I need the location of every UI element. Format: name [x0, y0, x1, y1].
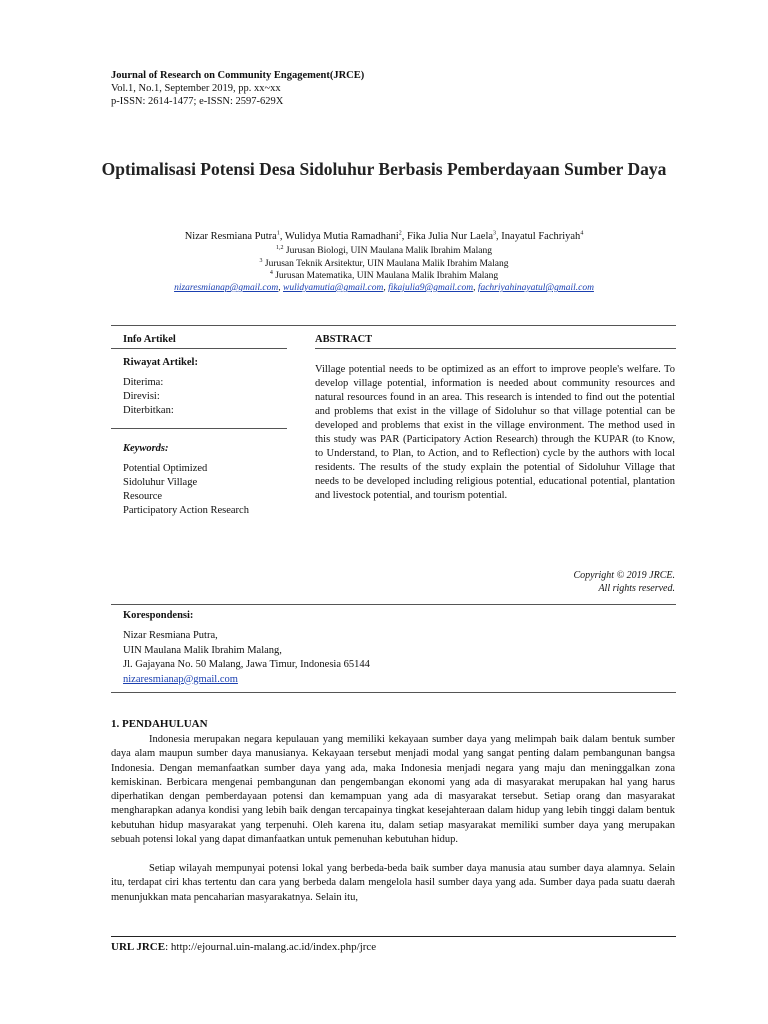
- copyright-text: Copyright © 2019 JRCE.: [573, 570, 675, 581]
- affiliation-sup: 3: [259, 257, 263, 264]
- affiliation: [100, 271, 668, 282]
- affiliation: [100, 246, 668, 257]
- body-paragraph: Setiap wilayah mempunyai potensi lokal yang berbeda-beda baik sumber daya manusia atau sumber daya alamnya. Selain itu, terdapat ciri khas tertentu dan cara yang berbeda dalam mengelola hasil sumber daya yang ada. Sumber daya pada suatu daerah menunjukkan mata pencaharian masyarakatnya. Selain itu,: [111, 863, 675, 903]
- email-link[interactable]: wulidyamutia@gmail.com: [283, 283, 384, 293]
- author-emails: nizaresmianap@gmail.com, wulidyamutia@gmail.com, fikajulia9@gmail.com, fachriyahinayatul@gmail.com: [174, 283, 594, 293]
- author-sup: 4: [580, 230, 584, 237]
- divider: [315, 348, 676, 349]
- body-paragraph: Indonesia merupakan negara kepulauan yang memiliki kekayaan sumber daya yang melimpah baik dalam bentuk sumber daya alam maupun sumber daya manusianya. Kekayaan tersebut menjadi modal yang sangat penting dalam pembangunan bangsa Indonesia. Dengan memanfaatkan sumber daya yang ada, maka Indonesia menjadi negara yang maju dan meninggalkan zona kemiskinan. Berbicara mengenai pembangunan dan pengembangan ekonomi yang ada di masyarakat merupakan hal yang harus diperhatikan dengan pemberdayaan potensi dan kemampuan yang ada di masyarakat tersebut. Setiap orang dan masyarakat mengharapkan adanya kondisi yang lebih baik dengan tercapainya tingkat kesejahteraan dalam hidup yang lebih tinggi dalam bentuk kebutuhan hidup masyarakat yang terpenuhi. Oleh karena itu, dalam setiap masyarakat memiliki sumber daya yang merupakan sebuah potensi lokal yang dapat dimanfaatkan untuk pemenuhan kebutuhan hidup.: [111, 734, 675, 846]
- section-heading: 1. PENDAHULUAN: [111, 718, 208, 730]
- author-name: Inayatul Fachriyah: [501, 231, 581, 242]
- corr-institution: UIN Maulana Malik Ibrahim Malang,: [123, 644, 282, 656]
- keywords-heading: Keywords:: [123, 443, 169, 454]
- journal-title: Journal of Research on Community Engagement(JRCE): [111, 70, 365, 81]
- journal-header: [111, 69, 364, 108]
- footer-label: URL JRCE: [111, 941, 166, 953]
- keyword-item: Sidoluhur Village: [123, 477, 198, 488]
- affiliation-text: Jurusan Matematika, UIN Maulana Malik Ibrahim Malang: [275, 271, 499, 281]
- abstract-heading: ABSTRACT: [315, 334, 373, 345]
- keyword-item: Resource: [123, 491, 163, 502]
- affiliation: [100, 259, 668, 270]
- affiliation-text: Jurusan Biologi, UIN Maulana Malik Ibrahim Malang: [285, 246, 492, 256]
- article-title: Optimalisasi Potensi Desa Sidoluhur Berbasis Pemberdayaan Sumber Daya: [101, 159, 667, 179]
- divider: [111, 604, 676, 605]
- journal-volume: Vol.1, No.1, September 2019, pp. xx~xx: [111, 83, 281, 94]
- author-list: Nizar Resmiana Putra$^1$, Wulidya Mutia Ramadhani$^2$, Fika Julia Nur Laela$^3$, Inayatul Fachriyah$^4$: [184, 230, 584, 242]
- author-sup: 2: [398, 230, 402, 237]
- author-name: Fika Julia Nur Laela: [407, 231, 494, 242]
- divider: [111, 692, 676, 693]
- journal-issn: p-ISSN: 2614-1477; e-ISSN: 2597-629X: [111, 96, 284, 107]
- corr-address: Jl. Gajayana No. 50 Malang, Jawa Timur, Indonesia 65144: [123, 659, 370, 670]
- email-link[interactable]: fikajulia9@gmail.com: [388, 283, 474, 293]
- corr-name: Nizar Resmiana Putra,: [123, 630, 218, 641]
- correspondence-heading: Korespondensi:: [123, 610, 194, 621]
- email-link[interactable]: fachriyahinayatul@gmail.com: [477, 283, 594, 293]
- correspondence-body: [123, 629, 370, 687]
- received-label: Diterima:: [123, 377, 164, 388]
- corr-email-link[interactable]: nizaresmianap@gmail.com: [123, 673, 238, 685]
- author-sup: 1: [276, 230, 280, 237]
- keyword-item: Participatory Action Research: [123, 505, 249, 516]
- affiliation-sup: 4: [269, 269, 273, 276]
- info-heading: Info Artikel: [123, 334, 176, 345]
- divider: [111, 348, 287, 349]
- revised-label: Direvisi:: [123, 391, 160, 402]
- divider: [111, 325, 676, 326]
- divider: [111, 428, 287, 429]
- published-label: Diterbitkan:: [123, 405, 174, 416]
- footer-url[interactable]: : http://ejournal.uin-malang.ac.id/index.php/jrce: [165, 941, 377, 953]
- email-link[interactable]: nizaresmianap@gmail.com: [174, 283, 279, 293]
- keyword-item: Potential Optimized: [123, 463, 208, 474]
- history-heading: Riwayat Artikel:: [123, 357, 198, 368]
- affiliation-text: Jurusan Teknik Arsitektur, UIN Maulana Malik Ibrahim Malang: [264, 259, 509, 269]
- footer-divider: [111, 936, 676, 937]
- abstract-text: Village potential needs to be optimized as an effort to improve people's welfare. To develop village potential, information is needed about community resources and natural resources found in an area. This research is intended to find out the potential and problems that exist in the village of Sidoluhur so that village potential can be developed and problems that exist in the village environment. The method used in this study was PAR (Participatory Action Research) through the KUPAR (to Know, to Understand, to Plan, to Action, and to Reflection) cycle by the authors with local residents. The results of the study explain the potential of Sidoluhur Village that needs to be developed including religious potential, educational potential, plantation and livestock potential, and tourism potential.: [315, 364, 675, 501]
- author-name: Nizar Resmiana Putra: [184, 231, 277, 242]
- author-sup: 3: [493, 230, 497, 237]
- rights-text: All rights reserved.: [598, 583, 675, 594]
- author-name: Wulidya Mutia Ramadhani: [284, 231, 399, 242]
- history-list: [123, 376, 174, 418]
- copyright-notice: [470, 569, 675, 595]
- affiliation-sup: 1,2: [276, 244, 284, 251]
- footer: [111, 941, 376, 953]
- keywords-list: [123, 462, 249, 518]
